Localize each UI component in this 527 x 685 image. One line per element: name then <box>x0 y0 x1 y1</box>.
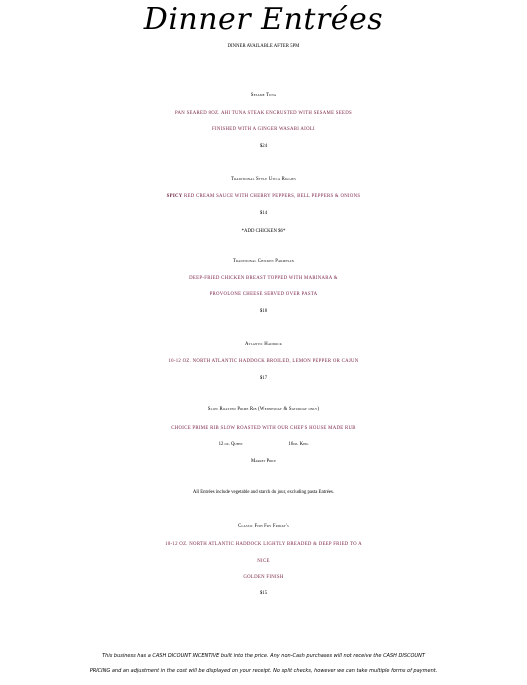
item-price: $15 <box>259 591 268 596</box>
dinner-availability: DINNER AVAILABLE AFTER 5PM <box>227 44 300 49</box>
item-price: $17 <box>259 376 268 381</box>
cash-discount-notice: PRICING and an adjustment in the cost will be displayed on your receipt. No split checks, however we can take multiple forms of payment. <box>89 668 438 674</box>
item-name-prime-rib: Slow Roasted Prime Rib (Wednesday & Saturday only) <box>207 407 320 412</box>
item-desc-line <box>0 194 527 199</box>
item-desc-line: 10-12 OZ. NORTH ATLANTIC HADDOCK BROILED, LEMON PEPPER OR CAJUN <box>168 359 359 364</box>
item-name-chicken-parmesan: Traditional Chicken Parmesan <box>232 259 295 264</box>
spicy-highlight: SPICY <box>166 194 183 199</box>
item-price: $18 <box>259 309 268 314</box>
item-name-utica-riggies: Traditional Style Utica Riggies <box>230 177 297 182</box>
item-name-fish-fry-friday: Classic Fish Fry Friday's <box>238 524 289 529</box>
item-desc-line: 10-12 OZ. NORTH ATLANTIC HADDOCK LIGHTLY BREADED & DEEP FRIED TO A <box>165 542 362 547</box>
prime-rib-options <box>0 442 527 447</box>
item-name-atlantic-haddock: Atlantic Haddock <box>245 342 282 347</box>
entree-sides-note: All Entrées include vegetable and starch du jour, excluding pasta Entrées. <box>192 490 335 495</box>
option-king: 16oz. King <box>288 442 309 447</box>
item-desc-line: PAN SEARED 8OZ. AHI TUNA STEAK ENCRUSTED WITH SESAME SEEDS <box>175 111 352 116</box>
item-desc-line: GOLDEN FINISH <box>243 575 284 580</box>
item-name-sesame-tuna: Sesame Tuna <box>250 93 277 98</box>
item-desc-line: CHOICE PRIME RIB SLOW ROASTED WITH OUR CHEF'S HOUSE MADE RUB <box>171 426 356 431</box>
item-desc-line: DEEP-FRIED CHICKEN BREAST TOPPED WITH MARINARA & <box>189 276 338 281</box>
item-desc-line: PROVOLONE CHEESE SERVED OVER PASTA <box>209 292 318 297</box>
cash-discount-notice: This business has a CASH DICOUNT INCENTIVE built into the price. Any non-Cash purchases will not receive the CASH DISCOUNT <box>102 653 425 659</box>
option-queen: 12 oz. Queen <box>218 442 243 447</box>
page-title: Dinner Entrées <box>143 2 384 37</box>
item-desc-text: RED CREAM SAUCE WITH CHERRY PEPPERS, BELL PEPPERS & ONIONS <box>182 194 361 199</box>
item-price: Market Price <box>251 459 276 464</box>
item-price: $24 <box>259 144 268 149</box>
item-price: $14 <box>259 211 268 216</box>
add-chicken-note: *ADD CHICKEN $6* <box>241 229 286 234</box>
item-desc-line: NICE <box>257 559 270 564</box>
item-desc-line: FINISHED WITH A GINGER WASABI AIOLI <box>212 127 315 132</box>
